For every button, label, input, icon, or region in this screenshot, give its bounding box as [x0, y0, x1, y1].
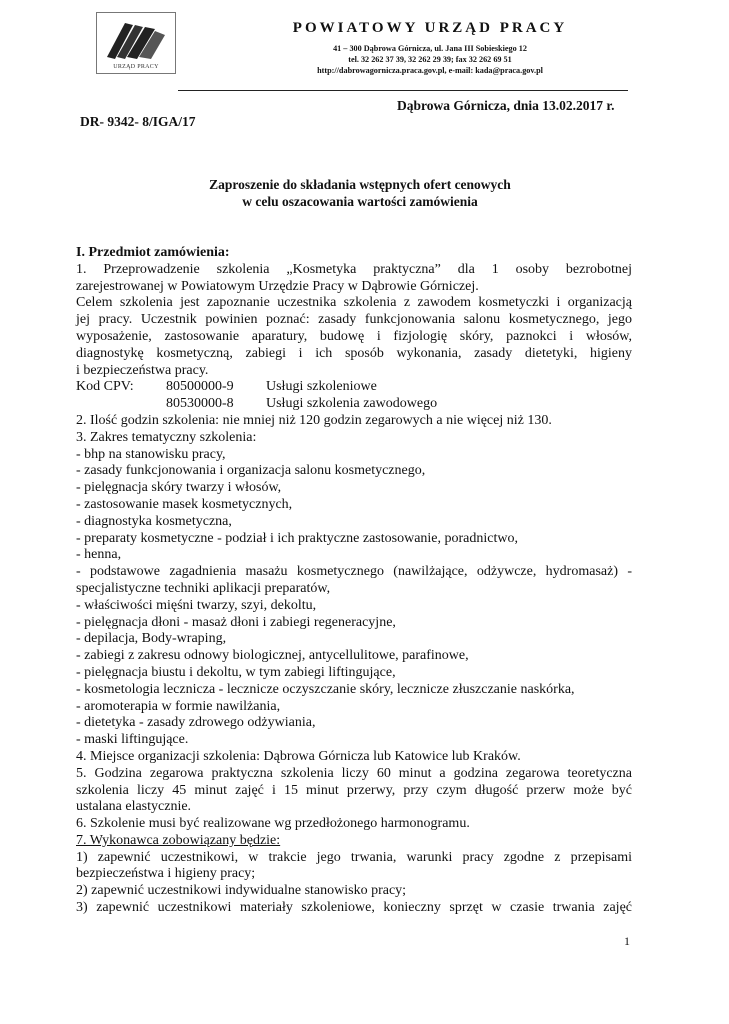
cpv-desc: Usługi szkoleniowe — [266, 379, 377, 395]
cpv-desc: Usługi szkolenia zawodowego — [266, 396, 438, 412]
cpv-row — [76, 396, 632, 413]
paragraph-line: i bezpieczeństwa pracy. — [76, 362, 209, 378]
topic-item: - właściwości mięśni twarzy, szyi, dekoltu, — [76, 597, 317, 613]
org-address: 41 – 300 Dąbrowa Górnicza, ul. Jana III Sobieskiego 12 — [333, 44, 527, 53]
paragraph-line: 6. Szkolenie musi być realizowane wg przedłożonego harmonogramu. — [76, 816, 470, 832]
topic-item: - pielęgnacja biustu i dekoltu, w tym zabiegi liftingujące, — [76, 664, 396, 680]
paragraph-line: zarejestrowanej w Powiatowym Urzędzie Pracy w Dąbrowie Górniczej. — [76, 278, 479, 294]
cpv-label: Kod CPV: — [76, 379, 134, 395]
obligation-item: 2) zapewnić uczestnikowi indywidualne stanowisko pracy; — [76, 883, 407, 899]
document-date: Dąbrowa Górnicza, dnia 13.02.2017 r. — [397, 98, 615, 113]
topic-item: - preparaty kosmetyczne - podział i ich praktyczne zastosowanie, poradnictwo, — [76, 530, 518, 546]
reference-number: DR- 9342- 8/IGA/17 — [80, 114, 196, 129]
topic-item: - dietetyka - zasady zdrowego odżywiania, — [76, 715, 316, 731]
topic-item: - podstawowe zagadnienia masażu kosmetycznego (nawilżające, odżywcze, hydromasaż) - — [76, 564, 632, 580]
cpv-code: 80530000-8 — [166, 396, 234, 412]
paragraph-line: 3. Zakres tematyczny szkolenia: — [76, 429, 257, 445]
office-logo-icon — [103, 17, 169, 61]
title-line-2: w celu oszacowania wartości zamówienia — [242, 194, 478, 209]
topic-item: - zastosowanie masek kosmetycznych, — [76, 496, 293, 512]
obligation-item: 1) zapewnić uczestnikowi, w trakcie jego trwania, warunki pracy zgodne z przepisami — [76, 849, 632, 865]
topic-item: - zabiegi z zakresu odnowy biologicznej, antycellulitowe, parafinowe, — [76, 648, 469, 664]
logo-caption: URZĄD PRACY — [113, 64, 159, 70]
topic-item: - bhp na stanowisku pracy, — [76, 446, 226, 462]
paragraph-line: 1. Przeprowadzenie szkolenia „Kosmetyka praktyczna” dla 1 osoby bezrobotnej — [76, 261, 632, 277]
cpv-code: 80500000-9 — [166, 379, 234, 395]
topic-item: - maski liftingujące. — [76, 732, 189, 748]
paragraph-line: Celem szkolenia jest zapoznanie uczestnika szkolenia z zawodem kosmetyczki i organizacją — [76, 295, 632, 311]
paragraph-line: szkolenia liczy 45 minut zajęć i 15 minut przerwy, przy czym długość przerw może być — [76, 782, 632, 798]
paragraph-line: ustalana elastycznie. — [76, 799, 192, 815]
obligation-item: 3) zapewnić uczestnikowi materiały szkoleniowe, konieczny sprzęt w czasie trwania zajęć — [76, 900, 632, 916]
paragraph-line: 4. Miejsce organizacji szkolenia: Dąbrowa Górnicza lub Katowice lub Kraków. — [76, 748, 521, 764]
org-name: POWIATOWY URZĄD PRACY — [292, 20, 568, 36]
paragraph-line: jej pracy. Uczestnik powinien poznać: zasady funkcjonowania salonu kosmetycznego, jego — [76, 312, 632, 328]
topic-item: - depilacja, Body-wraping, — [76, 631, 227, 647]
topic-item: - zasady funkcjonowania i organizacja salonu kosmetycznego, — [76, 463, 426, 479]
topic-item: - pielęgnacja skóry twarzy i włosów, — [76, 480, 282, 496]
topic-item: - kosmetologia lecznicza - lecznicze oczyszczanie skóry, lecznicze złuszczanie naskórka, — [76, 681, 575, 697]
topic-item: - pielęgnacja dłoni - masaż dłoni i zabiegi regeneracyjne, — [76, 614, 396, 630]
cpv-row — [76, 379, 632, 396]
obligation-item: bezpieczeństwa i higieny pracy; — [76, 866, 256, 882]
topic-item: - diagnostyka kosmetyczna, — [76, 513, 232, 529]
org-header — [200, 20, 660, 76]
topic-item: - henna, — [76, 547, 122, 563]
topic-item: - aromoterapia w formie nawilżania, — [76, 698, 281, 714]
paragraph-line: 5. Godzina zegarowa praktyczna szkolenia liczy 60 minut a godzina zegarowa teoretyczna — [76, 765, 632, 781]
topic-item: specjalistyczne techniki aplikacji preparatów, — [76, 580, 331, 596]
paragraph-line: diagnostykę kosmetyczną, zabiegi i ich sposób wykonania, zasady dietetyki, higieny — [76, 345, 632, 361]
document-body — [76, 245, 632, 917]
obligations-heading: 7. Wykonawca zobowiązany będzie: — [76, 832, 281, 848]
header-rule — [178, 90, 628, 91]
office-logo — [96, 12, 176, 74]
document-title — [80, 176, 640, 210]
page-number: 1 — [624, 934, 630, 948]
section-heading: I. Przedmiot zamówienia: — [76, 245, 230, 260]
org-web: http://dabrowagornicza.praca.gov.pl, e-mail: kada@praca.gov.pl — [317, 66, 543, 75]
org-phone: tel. 32 262 37 39, 32 262 29 39; fax 32 262 69 51 — [348, 55, 512, 64]
paragraph-line: wyposażenie, zastosowanie aparatury, budowę i fizjologię skóry, paznokci i włosów, — [76, 328, 632, 344]
title-line-1: Zaproszenie do składania wstępnych ofert cenowych — [209, 177, 511, 192]
paragraph-line: 2. Ilość godzin szkolenia: nie mniej niż 120 godzin zegarowych a nie więcej niż 130. — [76, 412, 552, 428]
